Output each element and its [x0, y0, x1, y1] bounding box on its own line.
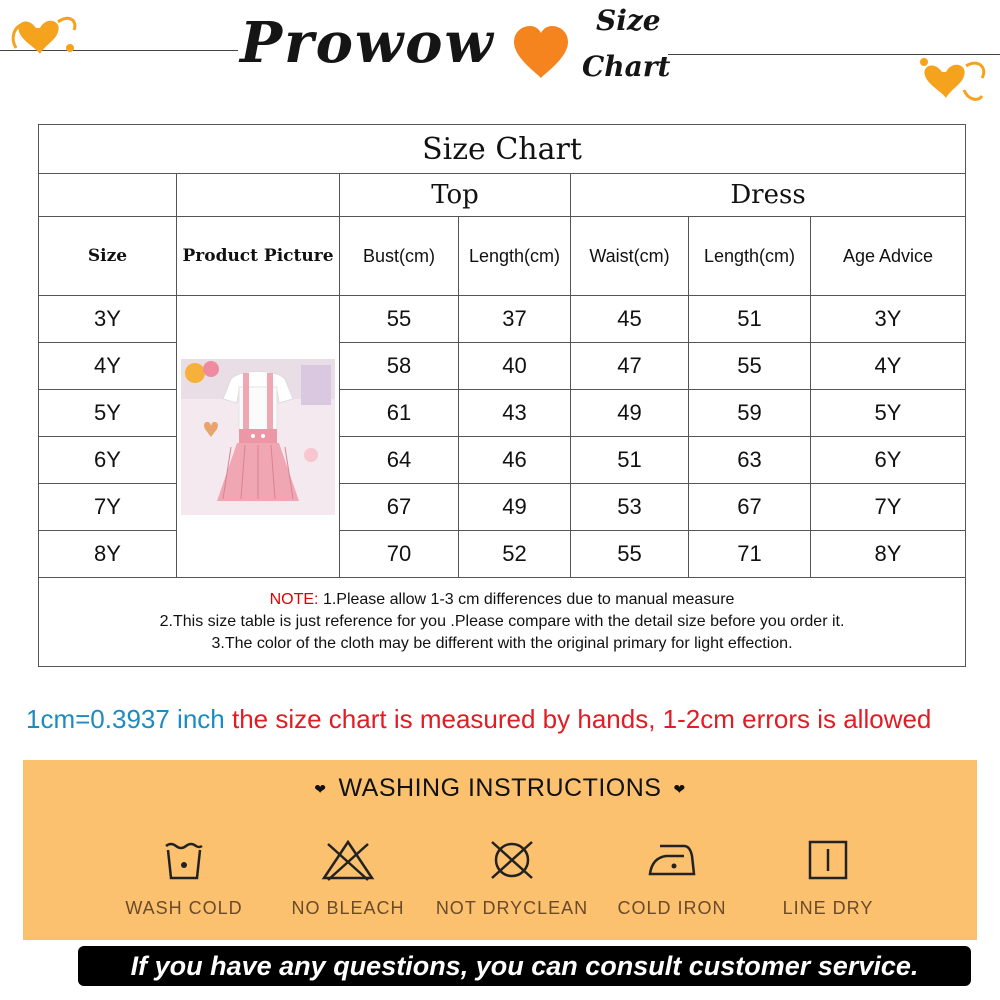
tolerance-text: the size chart is measured by hands, 1-2cm errors is allowed — [231, 704, 932, 734]
product-image — [181, 359, 335, 515]
cell-top-length: 52 — [459, 531, 571, 578]
cell-waist: 51 — [571, 437, 689, 484]
cell-waist: 45 — [571, 296, 689, 343]
cell-bust: 67 — [340, 484, 459, 531]
group-blank-size — [39, 174, 177, 217]
note-line-2: 2.This size table is just reference for you .Please compare with the detail size before you order it. — [159, 613, 845, 630]
washing-title: WASHING INSTRUCTIONS — [338, 774, 662, 802]
cell-size: 4Y — [39, 343, 177, 390]
cell-dress-length: 67 — [689, 484, 811, 531]
unit-conversion-text: 1cm=0.3937 inch — [26, 704, 225, 734]
wash-item-line-dry — [748, 838, 908, 919]
cell-size: 7Y — [39, 484, 177, 531]
heart-flourish-decoration-left — [6, 8, 86, 68]
wash-item-label: COLD IRON — [617, 898, 727, 918]
wash-item-cold-iron — [592, 838, 752, 919]
table-title: Size Chart — [39, 125, 966, 174]
cell-waist: 47 — [571, 343, 689, 390]
washing-title-row — [23, 774, 977, 803]
wash-item-label: WASH COLD — [125, 898, 243, 918]
heart-bullet-icon: ❤ — [673, 780, 686, 797]
cell-age: 7Y — [811, 484, 966, 531]
cell-top-length: 43 — [459, 390, 571, 437]
heart-flourish-decoration-right — [912, 50, 992, 110]
group-header-top: Top — [340, 174, 571, 217]
wash-item-wash-cold — [104, 838, 264, 919]
cell-dress-length: 59 — [689, 390, 811, 437]
size-chart-table — [38, 124, 966, 667]
cell-bust: 64 — [340, 437, 459, 484]
column-header-product-picture: Product Picture — [177, 217, 340, 296]
washing-instructions-panel — [23, 760, 977, 940]
line-dry-icon — [806, 838, 850, 882]
group-blank-picture — [177, 174, 340, 217]
cell-bust: 70 — [340, 531, 459, 578]
no-bleach-icon — [320, 838, 376, 882]
column-header-age-advice: Age Advice — [811, 217, 966, 296]
cell-size: 5Y — [39, 390, 177, 437]
cell-top-length: 46 — [459, 437, 571, 484]
column-header-waist: Waist(cm) — [571, 217, 689, 296]
cold-iron-icon — [646, 838, 698, 882]
cell-age: 6Y — [811, 437, 966, 484]
cell-waist: 53 — [571, 484, 689, 531]
column-header-bust: Bust(cm) — [340, 217, 459, 296]
cell-top-length: 49 — [459, 484, 571, 531]
cell-waist: 55 — [571, 531, 689, 578]
cell-bust: 55 — [340, 296, 459, 343]
cell-dress-length: 51 — [689, 296, 811, 343]
cell-bust: 58 — [340, 343, 459, 390]
measurement-note — [26, 704, 931, 735]
cell-size: 8Y — [39, 531, 177, 578]
header-chart-word: Chart — [582, 50, 671, 83]
group-header-dress: Dress — [571, 174, 966, 217]
no-dryclean-icon — [486, 838, 538, 882]
column-header-size: Size — [39, 217, 177, 296]
note-text-1: 1.Please allow 1-3 cm differences due to manual measure — [322, 591, 735, 608]
cell-waist: 49 — [571, 390, 689, 437]
note-line-3: 3.The color of the cloth may be different with the original primary for light effection. — [211, 635, 793, 652]
product-picture-cell — [177, 296, 340, 578]
table-row — [39, 296, 966, 343]
cell-age: 3Y — [811, 296, 966, 343]
wash-item-label: NOT DRYCLEAN — [435, 898, 589, 918]
wash-item-label: LINE DRY — [782, 898, 874, 918]
cell-size: 3Y — [39, 296, 177, 343]
column-header-dress-length: Length(cm) — [689, 217, 811, 296]
wash-cold-icon — [162, 838, 206, 882]
wash-item-no-bleach — [268, 838, 428, 919]
note-label: NOTE: — [269, 591, 319, 608]
cell-age: 4Y — [811, 343, 966, 390]
cell-dress-length: 55 — [689, 343, 811, 390]
heart-icon — [510, 24, 572, 80]
cell-age: 8Y — [811, 531, 966, 578]
cell-size: 6Y — [39, 437, 177, 484]
cell-top-length: 40 — [459, 343, 571, 390]
cell-age: 5Y — [811, 390, 966, 437]
column-header-top-length: Length(cm) — [459, 217, 571, 296]
customer-service-banner: If you have any questions, you can consult customer service. — [78, 946, 971, 986]
wash-item-label: NO BLEACH — [291, 898, 405, 918]
cell-dress-length: 63 — [689, 437, 811, 484]
note-line-1 — [39, 589, 965, 611]
header-size-word: Size — [596, 4, 661, 37]
cell-dress-length: 71 — [689, 531, 811, 578]
wash-item-not-dryclean — [432, 838, 592, 919]
cell-top-length: 37 — [459, 296, 571, 343]
note-cell — [39, 578, 966, 667]
heart-bullet-icon: ❤ — [314, 780, 327, 797]
cell-bust: 61 — [340, 390, 459, 437]
brand-name: Prowow — [240, 10, 495, 76]
